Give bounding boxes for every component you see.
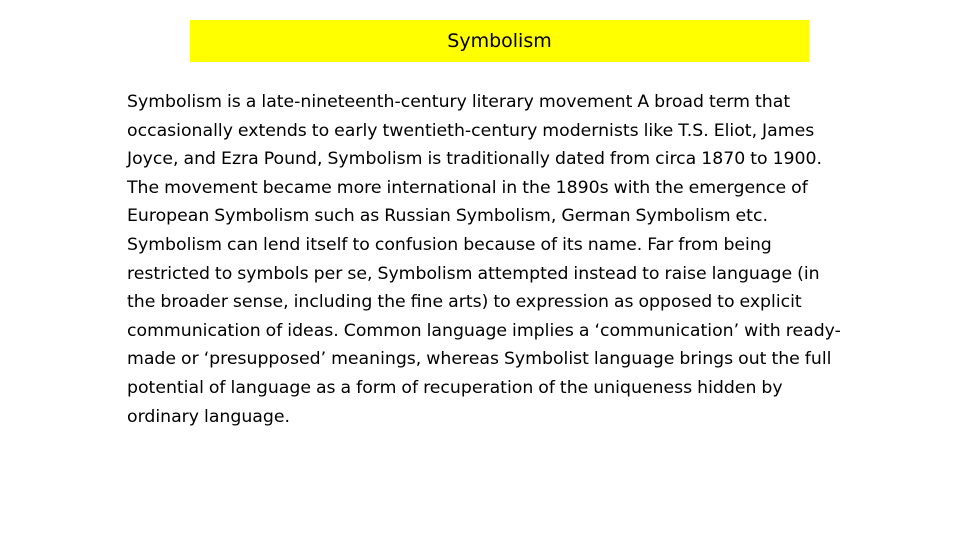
paragraph-intro: Symbolism is a late-nineteenth-century literary movement A broad term that occasionally extends to early twentieth-century modernists like T.S. Eliot, James Joyce, and Ezra Pound, Symbolism is traditionally dated from circa 1870 to 1900. The movement became more international in the 1890s with the emergence of European Symbolism such as Russian Symbolism, German Symbolism etc. [127,92,823,227]
paragraph-confusion: Symbolism can lend itself to confusion because of its name. Far from being restricted to symbols per se, Symbolism attempted instead to raise language (in the broader sense, including the fine arts) to expression as opposed to explicit communication of ideas. Common language implies a ‘communication’ with ready-made or ‘presupposed’ meanings, whereas Symbolist language brings out the full potential of language as a form of recuperation of the uniqueness hidden by ordinary language. [127,234,841,427]
slide-title: Symbolism [447,29,552,52]
body-text [127,88,847,431]
title-banner [190,20,809,62]
